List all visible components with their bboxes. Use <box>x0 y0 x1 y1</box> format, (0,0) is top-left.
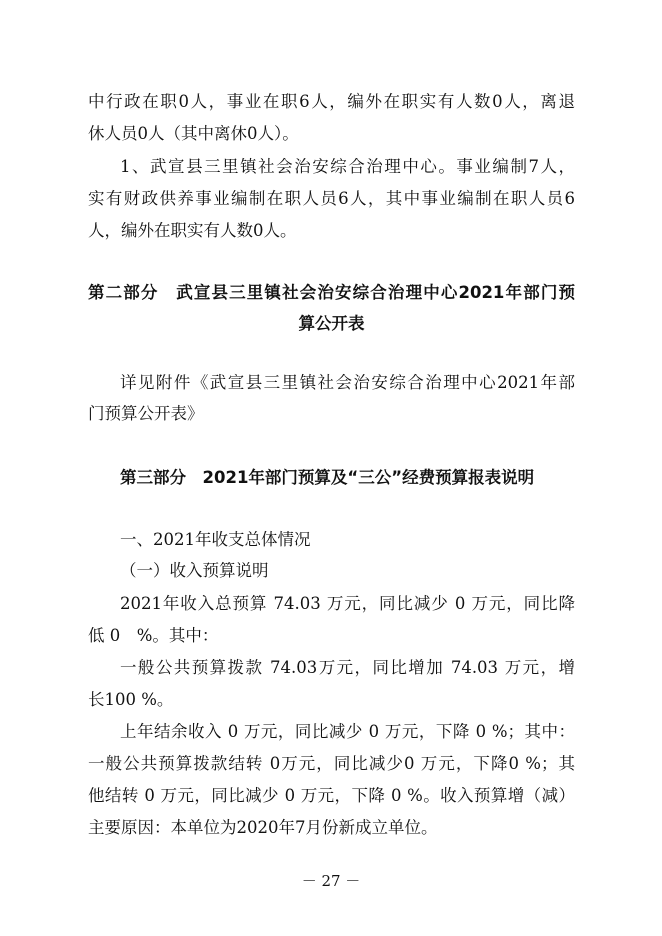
body-text-line: 长100 %。 <box>88 690 174 709</box>
body-text-line: 上年结余收入 0 万元，同比减少 0 万元，下降 0 %；其中： <box>120 722 575 741</box>
section-heading-3: 第三部分 2021年部门预算及“三公”经费预算报表说明 <box>120 468 535 487</box>
body-text-line: 人，编外在职实有人数0人。 <box>88 221 297 240</box>
body-text-line: 一般公共预算拨款结转 0万元，同比减少0 万元，下降0 %；其 <box>88 754 575 773</box>
section-heading-2-cont: 算公开表 <box>298 314 365 333</box>
body-text-line: 休人员0人（其中离休0人）。 <box>88 124 299 143</box>
body-text-line: 低 0 %。其中： <box>88 626 219 645</box>
page-number: － 27 － <box>301 872 361 890</box>
body-text-line: 1、武宣县三里镇社会治安综合治理中心。事业编制7人， <box>120 157 575 176</box>
body-text-line: 2021年收入总预算 74.03 万元，同比减少 0 万元，同比降 <box>120 594 575 613</box>
body-text-line: 主要原因：本单位为2020年7月份新成立单位。 <box>88 818 438 837</box>
section-heading-2: 第二部分 武宣县三里镇社会治安综合治理中心2021年部门预 <box>88 283 575 302</box>
subheading: （一）收入预算说明 <box>120 561 269 580</box>
body-text-line: 实有财政供养事业编制在职人员6人，其中事业编制在职人员6 <box>88 189 575 208</box>
body-text-line: 详见附件《武宣县三里镇社会治安综合治理中心2021年部 <box>120 373 575 392</box>
body-text-line: 他结转 0 万元，同比减少 0 万元，下降 0 %。收入预算增（减） <box>88 786 575 805</box>
body-text-line: 一般公共预算拨款 74.03万元，同比增加 74.03 万元，增 <box>120 658 575 677</box>
body-text-line: 中行政在职0人，事业在职6人，编外在职实有人数0人，离退 <box>88 92 575 111</box>
body-text-line: 门预算公开表》 <box>88 404 204 423</box>
subheading: 一、2021年收支总体情况 <box>120 530 311 549</box>
